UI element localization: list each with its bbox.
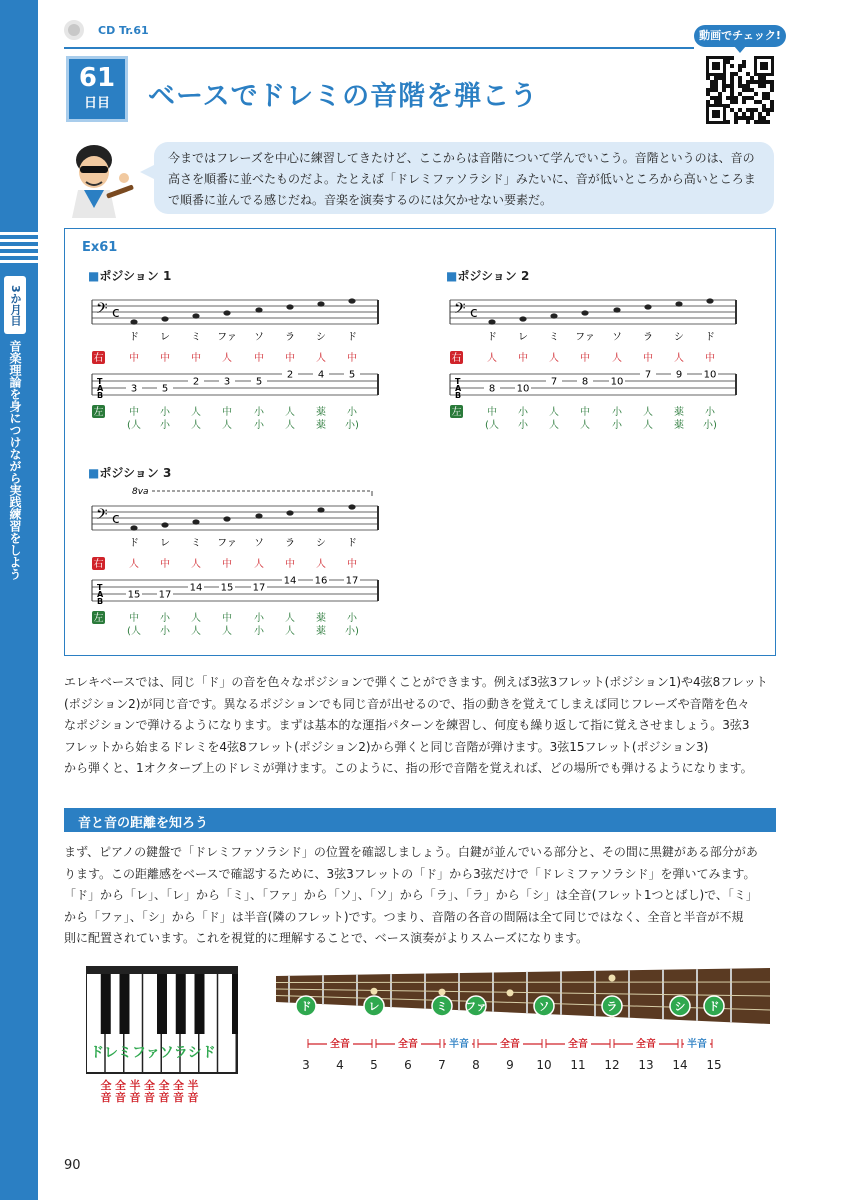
body-line: ります。この距離感をベースで確認するために、3弦3フレットの「ド」から3弦だけで「ドレミファソラシド」を弾いてみます。 bbox=[64, 866, 756, 881]
interval-label: 全音 bbox=[636, 1039, 656, 1050]
tab-fret-number: 16 bbox=[314, 575, 328, 587]
keyboard-step: 全音 bbox=[173, 1079, 184, 1104]
black-key bbox=[157, 974, 167, 1034]
fret-note-label: ド bbox=[300, 1000, 312, 1013]
left-hand-finger: 人 bbox=[549, 407, 559, 418]
solfege-label: ド bbox=[129, 332, 139, 343]
note-head bbox=[223, 310, 230, 315]
tab-clef-b: B bbox=[97, 597, 104, 606]
score-position-1 bbox=[88, 290, 388, 440]
tab-clef-a: A bbox=[97, 590, 104, 599]
left-hand-finger: 小 bbox=[160, 407, 170, 418]
right-hand-label: 右 bbox=[451, 353, 462, 364]
fret-note-label: ラ bbox=[606, 1000, 618, 1013]
keyboard-step: 全音 bbox=[144, 1079, 155, 1104]
sidebar-stripes bbox=[0, 232, 38, 268]
right-hand-finger: 人 bbox=[549, 353, 559, 364]
solfege-label: ラ bbox=[285, 332, 295, 343]
solfege-label: ラ bbox=[643, 332, 653, 343]
fret-number: 10 bbox=[536, 1058, 552, 1072]
left-hand-finger: 小 bbox=[254, 613, 264, 624]
fret-number: 15 bbox=[706, 1058, 722, 1072]
note-head bbox=[550, 313, 557, 318]
solfege-label: ソ bbox=[612, 332, 622, 343]
bass-clef-icon: 𝄢 bbox=[454, 300, 466, 321]
fret-note-label: レ bbox=[368, 1000, 380, 1013]
position-2-title bbox=[446, 267, 529, 284]
note-head bbox=[286, 304, 293, 309]
video-check-tag: 動画でチェック! bbox=[694, 25, 786, 47]
note-head bbox=[348, 504, 355, 509]
left-hand-finger: 小 bbox=[518, 407, 528, 418]
right-hand-finger: 中 bbox=[705, 353, 715, 364]
fret-number: 12 bbox=[604, 1058, 620, 1072]
left-hand-alt-finger: 人 bbox=[222, 626, 232, 636]
intro-line: 今まではフレーズを中心に練習してきたけど、ここからは音階について学んでいこう。音階というのは、音の bbox=[168, 151, 755, 165]
left-hand-alt-finger: 小) bbox=[345, 420, 359, 431]
interval-label: 全音 bbox=[398, 1039, 418, 1050]
video-tag-pointer bbox=[734, 46, 746, 53]
right-hand-finger: 人 bbox=[612, 353, 622, 364]
fretboard-diagram bbox=[270, 966, 780, 1076]
left-hand-alt-finger: 小 bbox=[254, 420, 264, 431]
left-hand-alt-finger: 人 bbox=[191, 626, 201, 636]
left-hand-alt-finger: 人 bbox=[285, 420, 295, 431]
tab-fret-number: 5 bbox=[161, 383, 169, 395]
fret-note-label: シ bbox=[674, 1000, 686, 1013]
note-head bbox=[192, 313, 199, 318]
solfege-label: レ bbox=[518, 332, 528, 343]
left-hand-finger: 中 bbox=[129, 407, 139, 418]
body-line: まず、ピアノの鍵盤で「ドレミファソラシド」の位置を確認しましょう。白鍵が並んでいる部分と、その間に黒鍵がある部分があ bbox=[64, 845, 758, 859]
right-hand-finger: 人 bbox=[254, 559, 264, 570]
cd-icon bbox=[64, 20, 84, 40]
left-hand-alt-finger: 薬 bbox=[674, 420, 684, 431]
common-time-icon: c bbox=[112, 305, 120, 321]
position-title-text: ポジション 3 bbox=[99, 466, 172, 480]
page-title: ベースでドレミの音階を弾こう bbox=[148, 81, 539, 112]
body-line: 「ド」から「レ」、「レ」から「ミ」、「ファ」から「ソ」、「ソ」から「ラ」、「ラ」から「シ」は全音(フレット1つとばし)で、「ミ」 bbox=[64, 888, 758, 902]
solfege-label: シ bbox=[316, 538, 326, 549]
speech-bubble bbox=[154, 142, 774, 214]
instructor-avatar bbox=[64, 138, 136, 218]
left-hand-finger: 小 bbox=[347, 407, 357, 418]
position-1-title bbox=[88, 267, 171, 284]
fret-number: 13 bbox=[638, 1058, 654, 1072]
tab-fret-number: 14 bbox=[189, 582, 203, 594]
note-head bbox=[675, 301, 682, 306]
body-line: 則に配置されています。これを視覚的に理解することで、ベース演奏がよりスムーズになります。 bbox=[64, 931, 589, 945]
section-title: 音と音の距離を知ろう bbox=[78, 816, 209, 831]
left-hand-label: 左 bbox=[93, 407, 104, 418]
solfege-label: ファ bbox=[575, 332, 595, 343]
qr-code-icon[interactable] bbox=[706, 56, 774, 124]
left-hand-alt-finger: 小 bbox=[612, 420, 622, 431]
right-hand-finger: 中 bbox=[518, 353, 528, 364]
square-bullet-icon: ■ bbox=[446, 269, 458, 283]
solfege-label: ミ bbox=[191, 332, 201, 343]
body-line: から弾くと、1オクターブ上のドレミが弾けます。このように、指の形で音階を覚えれば、どの場所でも弾けるようになります。 bbox=[64, 761, 753, 775]
tab-fret-number: 5 bbox=[255, 376, 263, 388]
tab-fret-number: 17 bbox=[345, 575, 359, 587]
common-time-icon: c bbox=[112, 511, 120, 527]
right-hand-finger: 中 bbox=[347, 559, 357, 570]
left-hand-finger: 人 bbox=[285, 613, 295, 624]
left-hand-label: 左 bbox=[93, 613, 104, 624]
page-number: 90 bbox=[64, 1158, 81, 1173]
note-head bbox=[706, 298, 713, 303]
black-key bbox=[176, 974, 186, 1034]
tab-clef-t: T bbox=[455, 377, 461, 386]
note-head bbox=[161, 522, 168, 527]
square-bullet-icon: ■ bbox=[88, 466, 100, 480]
solfege-label: ド bbox=[347, 538, 357, 549]
tab-fret-number: 15 bbox=[127, 589, 141, 601]
body-text-2 bbox=[64, 842, 776, 950]
left-hand-finger: 薬 bbox=[316, 407, 326, 418]
left-hand-finger: 中 bbox=[222, 407, 232, 418]
fret-note-label: ファ bbox=[465, 1000, 487, 1013]
fret-note-label: ソ bbox=[538, 1000, 550, 1013]
left-hand-alt-finger: 小) bbox=[703, 420, 717, 431]
interval-label: 全音 bbox=[330, 1039, 350, 1050]
tab-clef-t: T bbox=[97, 583, 103, 592]
solfege-label: ド bbox=[705, 332, 715, 343]
keyboard-step: 全音 bbox=[115, 1079, 126, 1104]
position-title-text: ポジション 2 bbox=[457, 269, 530, 283]
left-hand-alt-finger: 人 bbox=[222, 420, 232, 431]
left-hand-finger: 中 bbox=[222, 613, 232, 624]
solfege-label: レ bbox=[160, 332, 170, 343]
tab-fret-number: 9 bbox=[675, 369, 683, 381]
right-hand-finger: 人 bbox=[191, 559, 201, 570]
cd-track-label: CD Tr.61 bbox=[98, 24, 149, 37]
common-time-icon: c bbox=[470, 305, 478, 321]
fret-number: 5 bbox=[370, 1058, 378, 1072]
fret-number: 11 bbox=[570, 1058, 586, 1072]
black-key bbox=[101, 974, 111, 1034]
fretboard-neck bbox=[276, 968, 770, 1024]
note-head bbox=[161, 316, 168, 321]
position-title-text: ポジション 1 bbox=[99, 269, 172, 283]
right-hand-finger: 中 bbox=[254, 353, 264, 364]
tab-fret-number: 8 bbox=[581, 376, 589, 388]
left-hand-finger: 小 bbox=[254, 407, 264, 418]
tab-fret-number: 4 bbox=[317, 369, 325, 381]
square-bullet-icon: ■ bbox=[88, 269, 100, 283]
body-text-1 bbox=[64, 672, 776, 780]
right-hand-finger: 人 bbox=[316, 559, 326, 570]
left-hand-finger: 中 bbox=[487, 407, 497, 418]
tab-fret-number: 15 bbox=[220, 582, 234, 594]
left-hand-finger: 薬 bbox=[674, 407, 684, 418]
fret-number: 6 bbox=[404, 1058, 412, 1072]
right-hand-finger: 中 bbox=[285, 559, 295, 570]
left-hand-finger: 人 bbox=[191, 407, 201, 418]
keyboard-step: 半音 bbox=[187, 1079, 199, 1104]
day-unit: 日目 bbox=[83, 96, 110, 111]
right-hand-label: 右 bbox=[93, 559, 104, 570]
tab-fret-number: 10 bbox=[610, 376, 624, 388]
score-position-3 bbox=[88, 486, 388, 636]
right-hand-finger: 人 bbox=[316, 353, 326, 364]
fret-number: 9 bbox=[506, 1058, 514, 1072]
note-head bbox=[130, 319, 137, 324]
keyboard-solfege-label: ドレミファソラシド bbox=[90, 1045, 216, 1061]
right-hand-finger: 中 bbox=[160, 353, 170, 364]
note-head bbox=[348, 298, 355, 303]
score-position-2 bbox=[446, 290, 746, 440]
left-hand-finger: 人 bbox=[643, 407, 653, 418]
tab-clef-a: A bbox=[97, 384, 104, 393]
note-head bbox=[286, 510, 293, 515]
note-head bbox=[613, 307, 620, 312]
note-head bbox=[581, 310, 588, 315]
inlay-dot bbox=[609, 975, 616, 982]
tab-clef-t: T bbox=[97, 377, 103, 386]
tab-fret-number: 17 bbox=[158, 589, 172, 601]
body-line: フレットから始まるドレミを4弦8フレット(ポジション2)から弾くと同じ音階が弾けます。3弦15フレット(ポジション3) bbox=[64, 739, 709, 754]
right-hand-finger: 人 bbox=[222, 353, 232, 364]
tab-fret-number: 10 bbox=[703, 369, 717, 381]
right-hand-finger: 中 bbox=[129, 353, 139, 364]
solfege-label: ラ bbox=[285, 538, 295, 549]
left-hand-alt-finger: 人 bbox=[191, 420, 201, 431]
keyboard-step: 全音 bbox=[100, 1079, 112, 1104]
body-line: から「ファ」、「シ」から「ド」は半音(隣のフレット)です。つまり、音階の各音の間隔は全て同じではなく、全音と半音が不規 bbox=[64, 909, 744, 924]
right-hand-finger: 中 bbox=[580, 353, 590, 364]
solfege-label: ド bbox=[487, 332, 497, 343]
left-hand-alt-finger: 小 bbox=[518, 420, 528, 431]
inlay-dot bbox=[439, 989, 446, 996]
solfege-label: シ bbox=[316, 332, 326, 343]
left-hand-alt-finger: 人 bbox=[549, 420, 559, 431]
right-hand-finger: 中 bbox=[285, 353, 295, 364]
fret-number: 7 bbox=[438, 1058, 446, 1072]
left-hand-alt-finger: (人 bbox=[127, 420, 141, 431]
fret-number: 4 bbox=[336, 1058, 344, 1072]
left-hand-finger: 中 bbox=[129, 613, 139, 624]
note-head bbox=[644, 304, 651, 309]
right-hand-finger: 人 bbox=[487, 353, 497, 364]
note-head bbox=[317, 301, 324, 306]
solfege-label: ソ bbox=[254, 538, 264, 549]
tab-fret-number: 10 bbox=[516, 383, 530, 395]
tab-fret-number: 7 bbox=[550, 376, 558, 388]
tab-fret-number: 8 bbox=[488, 383, 496, 395]
left-hand-finger: 人 bbox=[191, 613, 201, 624]
right-hand-finger: 中 bbox=[643, 353, 653, 364]
left-hand-finger: 小 bbox=[612, 407, 622, 418]
left-hand-finger: 小 bbox=[705, 407, 715, 418]
right-hand-finger: 中 bbox=[222, 559, 232, 570]
note-head bbox=[488, 319, 495, 324]
interval-label: 全音 bbox=[568, 1039, 588, 1050]
note-head bbox=[255, 307, 262, 312]
note-head bbox=[317, 507, 324, 512]
solfege-label: レ bbox=[160, 538, 170, 549]
inlay-dot bbox=[371, 988, 378, 995]
left-hand-alt-finger: 小 bbox=[160, 420, 170, 431]
tab-fret-number: 14 bbox=[283, 575, 297, 587]
body-line: なポジションで弾けるようになります。まずは基本的な運指パターンを練習し、何度も繰り返して指に覚えさせましょう。3弦3 bbox=[64, 718, 750, 732]
left-hand-alt-finger: 小 bbox=[160, 626, 170, 636]
black-key bbox=[120, 974, 130, 1034]
note-head bbox=[519, 316, 526, 321]
example-label: Ex61 bbox=[82, 240, 118, 255]
keyboard-step: 半音 bbox=[129, 1079, 141, 1104]
solfege-label: ド bbox=[347, 332, 357, 343]
sidebar-chapter-text: 音楽理論を身につけながら実践練習をしよう bbox=[8, 340, 22, 580]
solfege-label: ミ bbox=[191, 538, 201, 549]
fret-note-label: ド bbox=[708, 1000, 720, 1013]
keyboard-step: 全音 bbox=[158, 1079, 170, 1104]
fret-number: 8 bbox=[472, 1058, 480, 1072]
note-head bbox=[130, 525, 137, 530]
fret-note-label: ミ bbox=[436, 1000, 448, 1013]
solfege-label: ド bbox=[129, 538, 139, 549]
left-hand-alt-finger: (人 bbox=[127, 626, 141, 636]
tab-fret-number: 7 bbox=[644, 369, 652, 381]
solfege-label: シ bbox=[674, 332, 684, 343]
solfege-label: ソ bbox=[254, 332, 264, 343]
bass-clef-icon: 𝄢 bbox=[96, 300, 108, 321]
fret-number: 3 bbox=[302, 1058, 310, 1072]
left-hand-alt-finger: (人 bbox=[485, 420, 499, 431]
left-hand-alt-finger: 人 bbox=[285, 626, 295, 636]
interval-label: 半音 bbox=[687, 1039, 707, 1050]
left-hand-alt-finger: 人 bbox=[643, 420, 653, 431]
tab-fret-number: 5 bbox=[348, 369, 356, 381]
right-hand-finger: 中 bbox=[160, 559, 170, 570]
tab-fret-number: 2 bbox=[286, 369, 294, 381]
left-hand-alt-finger: 人 bbox=[580, 420, 590, 431]
fret-number: 14 bbox=[672, 1058, 688, 1072]
intro-line: 高さを順番に並べたものだよ。たとえば「ドレミファソラシド」みたいに、音が低いところから高いところま bbox=[168, 172, 756, 186]
left-hand-finger: 薬 bbox=[316, 613, 326, 624]
position-3-title bbox=[88, 464, 171, 481]
note-head bbox=[192, 519, 199, 524]
sidebar bbox=[0, 0, 38, 1200]
tab-fret-number: 2 bbox=[192, 376, 200, 388]
header-rule bbox=[64, 47, 694, 49]
tab-clef-a: A bbox=[455, 384, 462, 393]
sidebar-month-tab: 3か月目 bbox=[4, 276, 26, 334]
ottava-mark: 8va bbox=[132, 487, 149, 497]
left-hand-finger: 小 bbox=[160, 613, 170, 624]
bass-clef-icon: 𝄢 bbox=[96, 506, 108, 527]
black-key bbox=[232, 974, 238, 1034]
right-hand-finger: 中 bbox=[347, 353, 357, 364]
tab-clef-b: B bbox=[97, 391, 104, 400]
string bbox=[276, 982, 770, 983]
interval-label: 半音 bbox=[449, 1039, 469, 1050]
day-badge bbox=[66, 56, 128, 122]
left-hand-alt-finger: 小) bbox=[345, 626, 359, 636]
left-hand-finger: 人 bbox=[285, 407, 295, 418]
inlay-dot bbox=[507, 989, 514, 996]
note-head bbox=[223, 516, 230, 521]
solfege-label: ファ bbox=[217, 538, 237, 549]
tab-fret-number: 3 bbox=[223, 376, 231, 388]
tab-clef-b: B bbox=[455, 391, 462, 400]
left-hand-finger: 小 bbox=[347, 613, 357, 624]
right-hand-finger: 中 bbox=[191, 353, 201, 364]
right-hand-label: 右 bbox=[93, 353, 104, 364]
solfege-label: ファ bbox=[217, 332, 237, 343]
day-number: 61 bbox=[78, 63, 116, 93]
left-hand-alt-finger: 薬 bbox=[316, 626, 326, 636]
left-hand-alt-finger: 小 bbox=[254, 626, 264, 636]
left-hand-finger: 中 bbox=[580, 407, 590, 418]
body-line: (ポジション2)が同じ音です。異なるポジションでも同じ音が出せるので、指の動きを覚えてしまえば同じフレーズや音階を色々 bbox=[64, 696, 750, 711]
right-hand-finger: 人 bbox=[674, 353, 684, 364]
left-hand-label: 左 bbox=[451, 407, 462, 418]
black-key bbox=[195, 974, 205, 1034]
tab-fret-number: 17 bbox=[252, 582, 266, 594]
right-hand-finger: 人 bbox=[129, 559, 139, 570]
interval-label: 全音 bbox=[500, 1039, 520, 1050]
tab-fret-number: 3 bbox=[130, 383, 138, 395]
body-line: エレキベースでは、同じ「ド」の音を色々なポジションで弾くことができます。例えば3弦3フレット(ポジション1)や4弦8フレット bbox=[64, 675, 768, 689]
solfege-label: ミ bbox=[549, 332, 559, 343]
intro-line: で順番に並んでる感じだね。音楽を演奏するのには欠かせない要素だ。 bbox=[168, 193, 553, 207]
note-head bbox=[255, 513, 262, 518]
left-hand-alt-finger: 薬 bbox=[316, 420, 326, 431]
